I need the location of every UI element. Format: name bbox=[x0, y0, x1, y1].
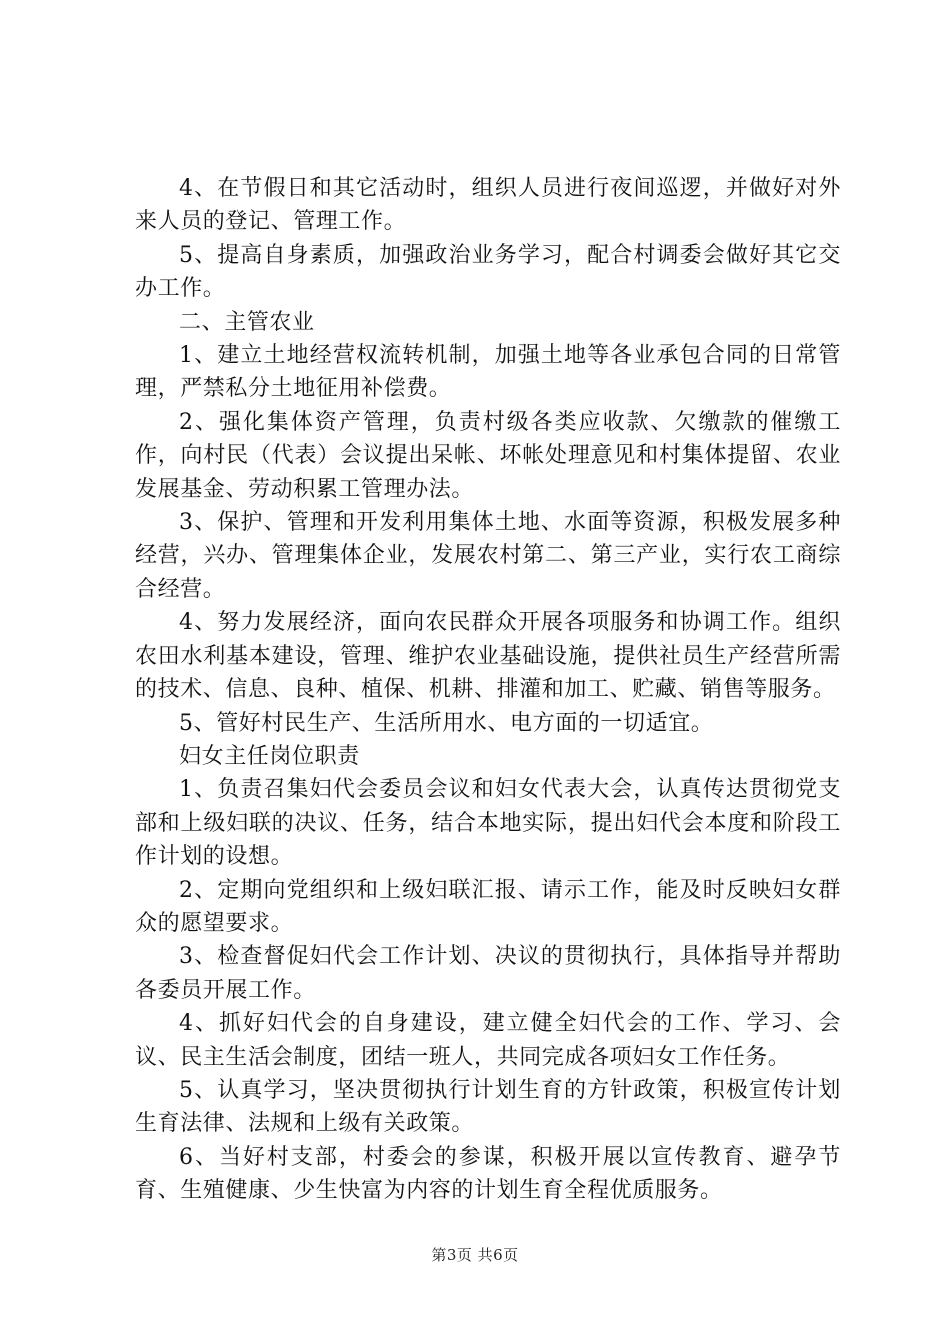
document-body bbox=[135, 172, 841, 1208]
paragraph-item-2-reporting: 2、定期向党组织和上级妇联汇报、请示工作，能及时反映妇女群众的愿望要求。 bbox=[135, 877, 841, 936]
page-number-footer: 第3页 共6页 bbox=[431, 1246, 519, 1264]
section-heading-women-director: 妇女主任岗位职责 bbox=[179, 743, 360, 769]
section-heading-agriculture: 二、主管农业 bbox=[179, 309, 315, 335]
paragraph-item-1-meetings: 1、负责召集妇代会委员会议和妇女代表大会，认真传达贯彻党支部和上级妇联的决议、任务，结合本地实际，提出妇代会本度和阶段工作计划的设想。 bbox=[135, 777, 841, 870]
paragraph-item-5-study: 5、提高自身素质，加强政治业务学习，配合村调委会做好其它交办工作。 bbox=[135, 242, 841, 302]
paragraph-item-1-land: 1、建立土地经营权流转机制，加强土地等各业承包合同的日常管理，严禁私分土地征用补偿费。 bbox=[135, 343, 841, 402]
paragraph-item-4-patrol: 4、在节假日和其它活动时，组织人员进行夜间巡逻，并做好对外来人员的登记、管理工作。 bbox=[135, 176, 841, 235]
paragraph-item-6-advisor: 6、当好村支部，村委会的参谋，积极开展以宣传教育、避孕节育、生殖健康、少生快富为内容的计划生育全程优质服务。 bbox=[135, 1144, 841, 1204]
paragraph-item-4-self-building: 4、抓好妇代会的自身建设，建立健全妇代会的工作、学习、会议、民主生活会制度，团结一班人，共同完成各项妇女工作任务。 bbox=[135, 1011, 841, 1070]
paragraph-item-5-utilities: 5、管好村民生产、生活所用水、电方面的一切适宜。 bbox=[179, 710, 714, 736]
paragraph-item-3-resources: 3、保护、管理和开发利用集体土地、水面等资源，积极发展多种经营，兴办、管理集体企业，发展农村第二、第三产业，实行农工商综合经营。 bbox=[135, 510, 841, 602]
paragraph-item-5-family-planning: 5、认真学习，坚决贯彻执行计划生育的方针政策，积极宣传计划生育法律、法规和上级有关政策。 bbox=[135, 1077, 841, 1137]
paragraph-item-3-supervision: 3、检查督促妇代会工作计划、决议的贯彻执行，具体指导并帮助各委员开展工作。 bbox=[135, 944, 841, 1003]
paragraph-item-2-assets: 2、强化集体资产管理，负责村级各类应收款、欠缴款的催缴工作，向村民（代表）会议提出呆帐、坏帐处理意见和村集体提留、农业发展基金、劳动积累工管理办法。 bbox=[135, 409, 841, 502]
paragraph-item-4-economy: 4、努力发展经济，面向农民群众开展各项服务和协调工作。组织农田水利基本建设，管理、维护农业基础设施，提供社员生产经营所需的技术、信息、良种、植保、机耕、排灌和加工、贮藏、销售等服务。 bbox=[135, 610, 841, 703]
